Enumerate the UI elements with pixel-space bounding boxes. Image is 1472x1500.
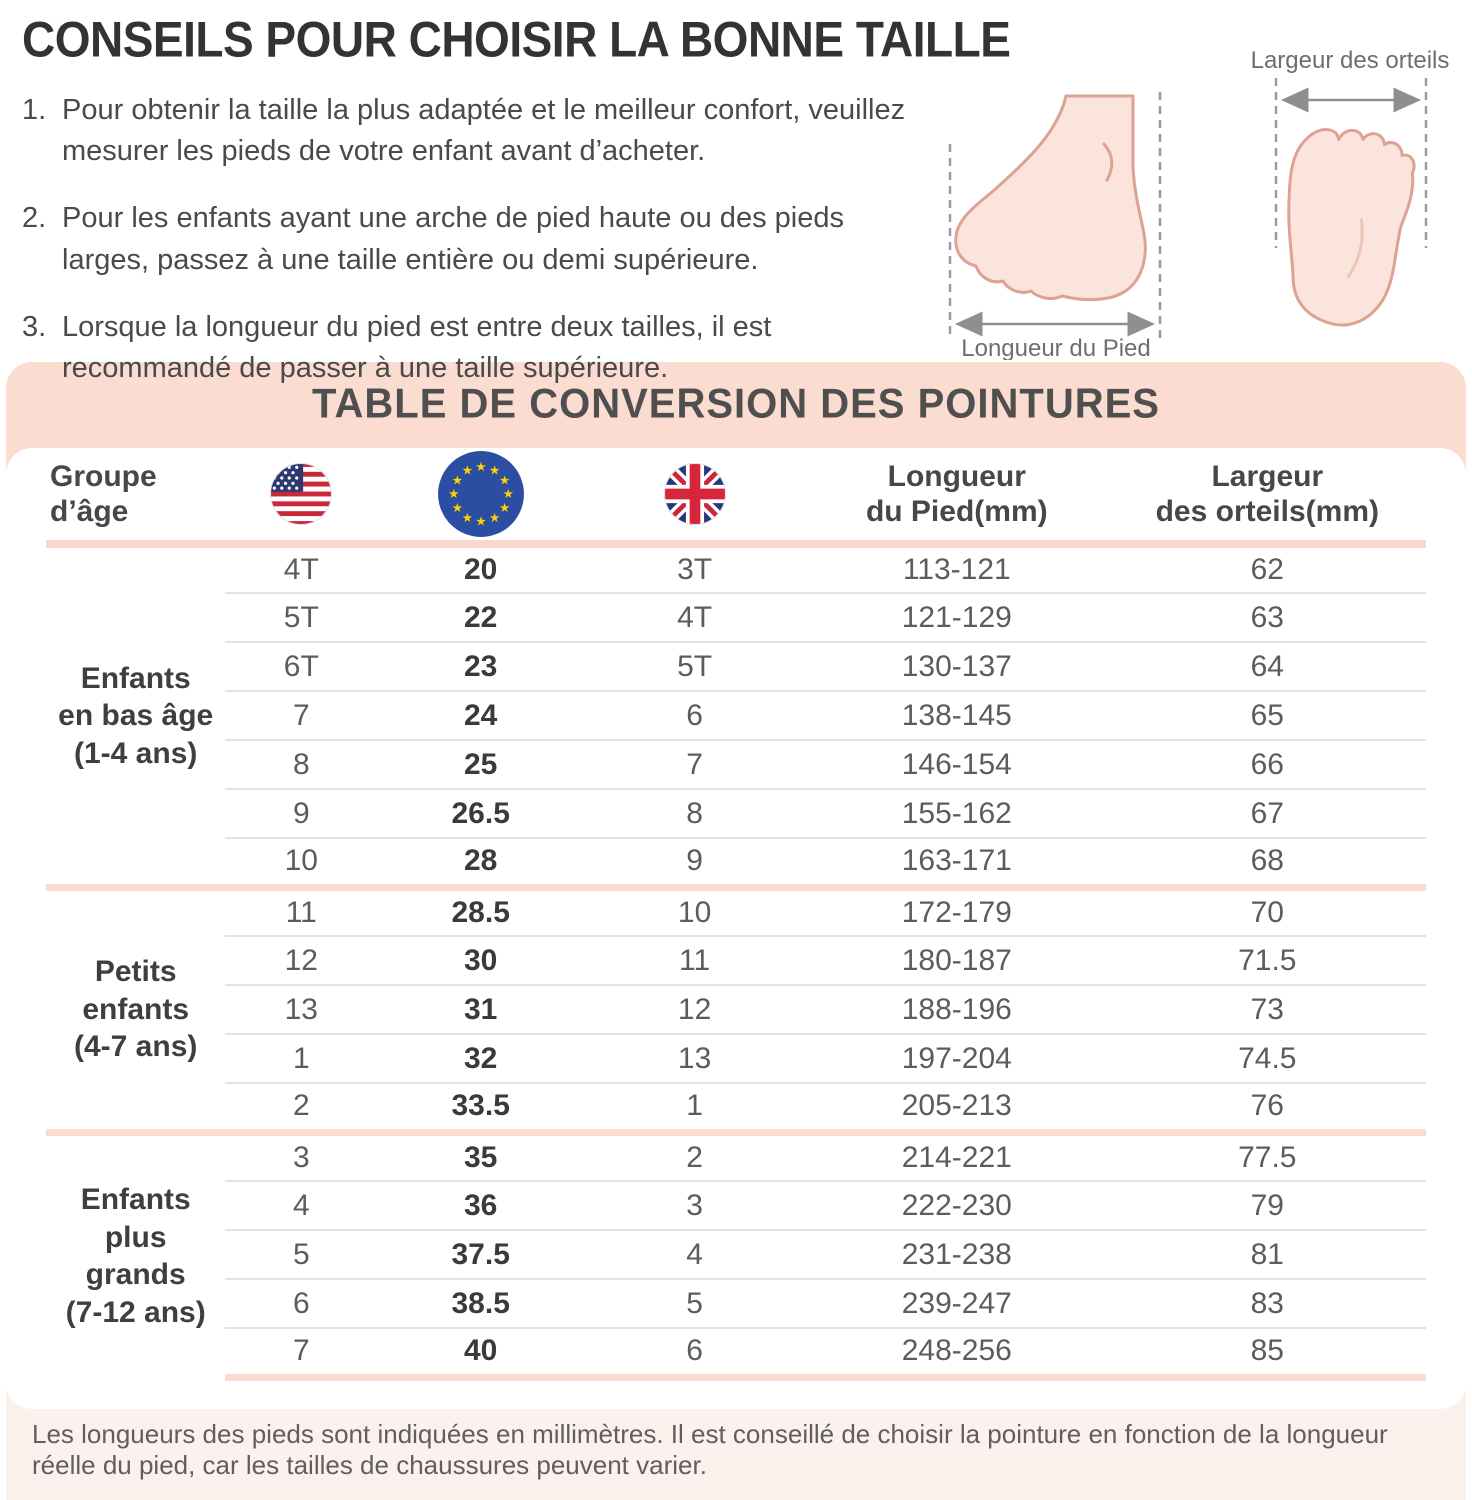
uk-size: 4	[584, 1230, 805, 1279]
us-size: 1	[225, 1034, 377, 1083]
us-size: 4T	[283, 553, 319, 586]
tip-item-2	[22, 198, 922, 280]
age-group-label: Enfants en bas âge (1-4 ans)	[58, 661, 214, 770]
uk-size: 13	[584, 1034, 805, 1083]
foot-length-mm: 163-171	[805, 838, 1109, 887]
tip-text: Pour les enfants ayant une arche de pied haute ou des pieds larges, passez à une taille entière ou demi supérieure.	[62, 202, 844, 276]
toe-width-mm: 70	[1109, 887, 1426, 936]
foot-measurement-diagram	[908, 48, 1468, 360]
foot-length-header-line2: du Pied(mm)	[865, 495, 1048, 528]
foot-length-mm: 188-196	[805, 985, 1109, 1034]
svg-text:★: ★	[488, 462, 500, 478]
svg-text:★: ★	[475, 513, 487, 529]
eu-size: 25	[377, 740, 584, 789]
toe-width-mm: 66	[1109, 740, 1426, 789]
toe-width-label: Largeur des orteils	[1250, 48, 1450, 74]
uk-column-header	[584, 448, 805, 544]
toe-width-mm: 67	[1109, 789, 1426, 838]
side-foot-illustration	[956, 96, 1146, 300]
table-row	[46, 1132, 1426, 1181]
uk-size: 5T	[584, 642, 805, 691]
uk-size: 4T	[584, 593, 805, 642]
uk-flag-icon	[663, 462, 727, 526]
uk-size: 3T	[677, 553, 713, 586]
foot-length-mm: 155-162	[805, 789, 1109, 838]
table-row	[46, 1034, 1426, 1083]
foot-length-mm: 121-129	[805, 593, 1109, 642]
footnote-text: Les longueurs des pieds sont indiquées en millimètres. Il est conseillé de choisir la pointure en fonction de la longueur réelle du pied, car les tailles de chaussures peuvent varier.	[32, 1418, 1388, 1480]
tip-text: Pour obtenir la taille la plus adaptée et le meilleur confort, veuillez mesurer les pieds de votre enfant avant d’acheter.	[62, 94, 906, 168]
eu-size: 38.5	[377, 1279, 584, 1328]
toe-width-mm: 64	[1109, 642, 1426, 691]
toe-width-mm: 77.5	[1109, 1132, 1426, 1181]
age-group-label: Petits enfants (4-7 ans)	[46, 887, 225, 1132]
foot-length-mm: 146-154	[805, 740, 1109, 789]
eu-flag-icon	[437, 450, 525, 538]
toe-width-mm: 85	[1109, 1328, 1426, 1377]
toe-width-mm: 73	[1109, 985, 1426, 1034]
tip-number: 3.	[22, 310, 47, 343]
table-row	[46, 789, 1426, 838]
eu-size: 23	[377, 642, 584, 691]
svg-text:★: ★	[498, 499, 510, 515]
us-size: 6T	[225, 642, 377, 691]
us-size: 10	[225, 838, 377, 887]
tip-text: Lorsque la longueur du pied est entre deux tailles, il est recommandé de passer à une taille supérieure.	[62, 310, 772, 384]
foot-length-mm: 214-221	[805, 1132, 1109, 1181]
toe-width-mm: 74.5	[1109, 1034, 1426, 1083]
uk-size: 5	[584, 1279, 805, 1328]
tips-list	[22, 90, 922, 389]
uk-size: 1	[584, 1083, 805, 1132]
svg-text:★: ★	[461, 462, 473, 478]
table-row	[46, 1181, 1426, 1230]
us-size: 6	[225, 1279, 377, 1328]
uk-size: 3	[584, 1181, 805, 1230]
eu-size: 20	[464, 553, 498, 586]
bottom-foot-illustration	[1269, 122, 1420, 333]
table-row	[46, 691, 1426, 740]
size-conversion-table	[46, 448, 1426, 1381]
foot-length-mm: 180-187	[805, 936, 1109, 985]
us-size: 5	[225, 1230, 377, 1279]
eu-size: 37.5	[377, 1230, 584, 1279]
uk-size: 9	[584, 838, 805, 887]
foot-length-mm: 138-145	[805, 691, 1109, 740]
us-flag-icon	[269, 462, 333, 526]
tip-number: 2.	[22, 202, 47, 235]
uk-size: 8	[584, 789, 805, 838]
page-title: CONSEILS POUR CHOISIR LA BONNE TAILLE	[22, 11, 1011, 68]
foot-length-mm: 172-179	[805, 887, 1109, 936]
svg-text:★: ★	[475, 458, 487, 474]
us-size: 7	[225, 691, 377, 740]
table-row	[46, 593, 1426, 642]
table-header-row	[46, 448, 1426, 544]
foot-length-mm: 197-204	[805, 1034, 1109, 1083]
foot-length-column-header	[805, 448, 1109, 544]
age-group-label: Enfants plus grands (7-12 ans)	[46, 1132, 225, 1377]
table-row	[46, 936, 1426, 985]
us-column-header	[225, 448, 377, 544]
size-table-body	[46, 544, 1426, 1377]
toe-width-mm: 83	[1109, 1279, 1426, 1328]
svg-text:★: ★	[451, 472, 463, 488]
tip-item-1	[22, 90, 922, 172]
us-size: 7	[225, 1328, 377, 1377]
foot-diagram-svg	[908, 48, 1468, 360]
tip-number: 1.	[22, 94, 47, 126]
foot-length-mm: 205-213	[805, 1083, 1109, 1132]
foot-length-mm: 239-247	[805, 1279, 1109, 1328]
toe-width-mm: 68	[1109, 838, 1426, 887]
size-conversion-section	[0, 362, 1472, 1500]
table-row	[46, 740, 1426, 789]
foot-length-mm: 222-230	[805, 1181, 1109, 1230]
us-size: 3	[225, 1132, 377, 1181]
eu-size: 28.5	[377, 887, 584, 936]
table-title: TABLE DE CONVERSION DES POINTURES	[312, 380, 1160, 428]
toe-width-header-line1: Largeur	[1211, 459, 1324, 493]
us-size: 4	[225, 1181, 377, 1230]
uk-size: 6	[584, 1328, 805, 1377]
svg-text:★: ★	[498, 472, 510, 488]
toe-width-mm: 81	[1109, 1230, 1426, 1279]
table-row	[46, 838, 1426, 887]
us-size: 13	[225, 985, 377, 1034]
table-row	[46, 985, 1426, 1034]
uk-size: 2	[584, 1132, 805, 1181]
eu-size: 30	[377, 936, 584, 985]
toe-width-mm: 71.5	[1109, 936, 1426, 985]
uk-size: 12	[584, 985, 805, 1034]
us-size: 2	[225, 1083, 377, 1132]
us-size: 5T	[225, 593, 377, 642]
foot-length-label: Longueur du Pied	[961, 335, 1151, 360]
us-size: 9	[225, 789, 377, 838]
us-size: 11	[225, 887, 377, 936]
table-row	[46, 642, 1426, 691]
uk-size: 6	[584, 691, 805, 740]
eu-size: 31	[377, 985, 584, 1034]
uk-size: 10	[584, 887, 805, 936]
eu-size: 32	[377, 1034, 584, 1083]
uk-size: 11	[584, 936, 805, 985]
toe-width-header-line2: des orteils(mm)	[1155, 495, 1379, 528]
foot-length-header-line1: Longueur	[887, 459, 1026, 493]
svg-text:★: ★	[461, 509, 473, 525]
toe-width-mm: 62	[1250, 553, 1284, 586]
table-row	[46, 1230, 1426, 1279]
table-row	[46, 887, 1426, 936]
svg-text:★: ★	[488, 509, 500, 525]
eu-column-header	[377, 448, 584, 544]
toe-width-mm: 79	[1109, 1181, 1426, 1230]
eu-size: 26.5	[377, 789, 584, 838]
toe-width-column-header	[1109, 448, 1426, 544]
svg-text:★: ★	[451, 499, 463, 515]
eu-size: 35	[377, 1132, 584, 1181]
eu-size: 24	[377, 691, 584, 740]
foot-length-mm: 248-256	[805, 1328, 1109, 1377]
toe-width-mm: 63	[1109, 593, 1426, 642]
table-row	[46, 1328, 1426, 1377]
toe-width-mm: 65	[1109, 691, 1426, 740]
eu-size: 28	[377, 838, 584, 887]
foot-length-mm: 113-121	[902, 553, 1011, 586]
size-table-card	[6, 448, 1466, 1409]
us-size: 8	[225, 740, 377, 789]
table-row	[46, 1083, 1426, 1132]
foot-length-mm: 231-238	[805, 1230, 1109, 1279]
foot-length-mm: 130-137	[805, 642, 1109, 691]
us-size: 12	[225, 936, 377, 985]
table-row	[46, 544, 1426, 593]
table-row	[46, 1279, 1426, 1328]
toe-width-mm: 76	[1109, 1083, 1426, 1132]
age-group-header: Groupe d’âge	[46, 448, 225, 544]
tip-item-3	[22, 307, 922, 389]
uk-size: 7	[584, 740, 805, 789]
eu-size: 40	[377, 1328, 584, 1377]
svg-text:★: ★	[502, 486, 514, 502]
eu-size: 36	[377, 1181, 584, 1230]
eu-size: 22	[377, 593, 584, 642]
sizing-advice-section	[0, 0, 1472, 384]
eu-size: 33.5	[377, 1083, 584, 1132]
svg-text:★: ★	[447, 486, 460, 502]
